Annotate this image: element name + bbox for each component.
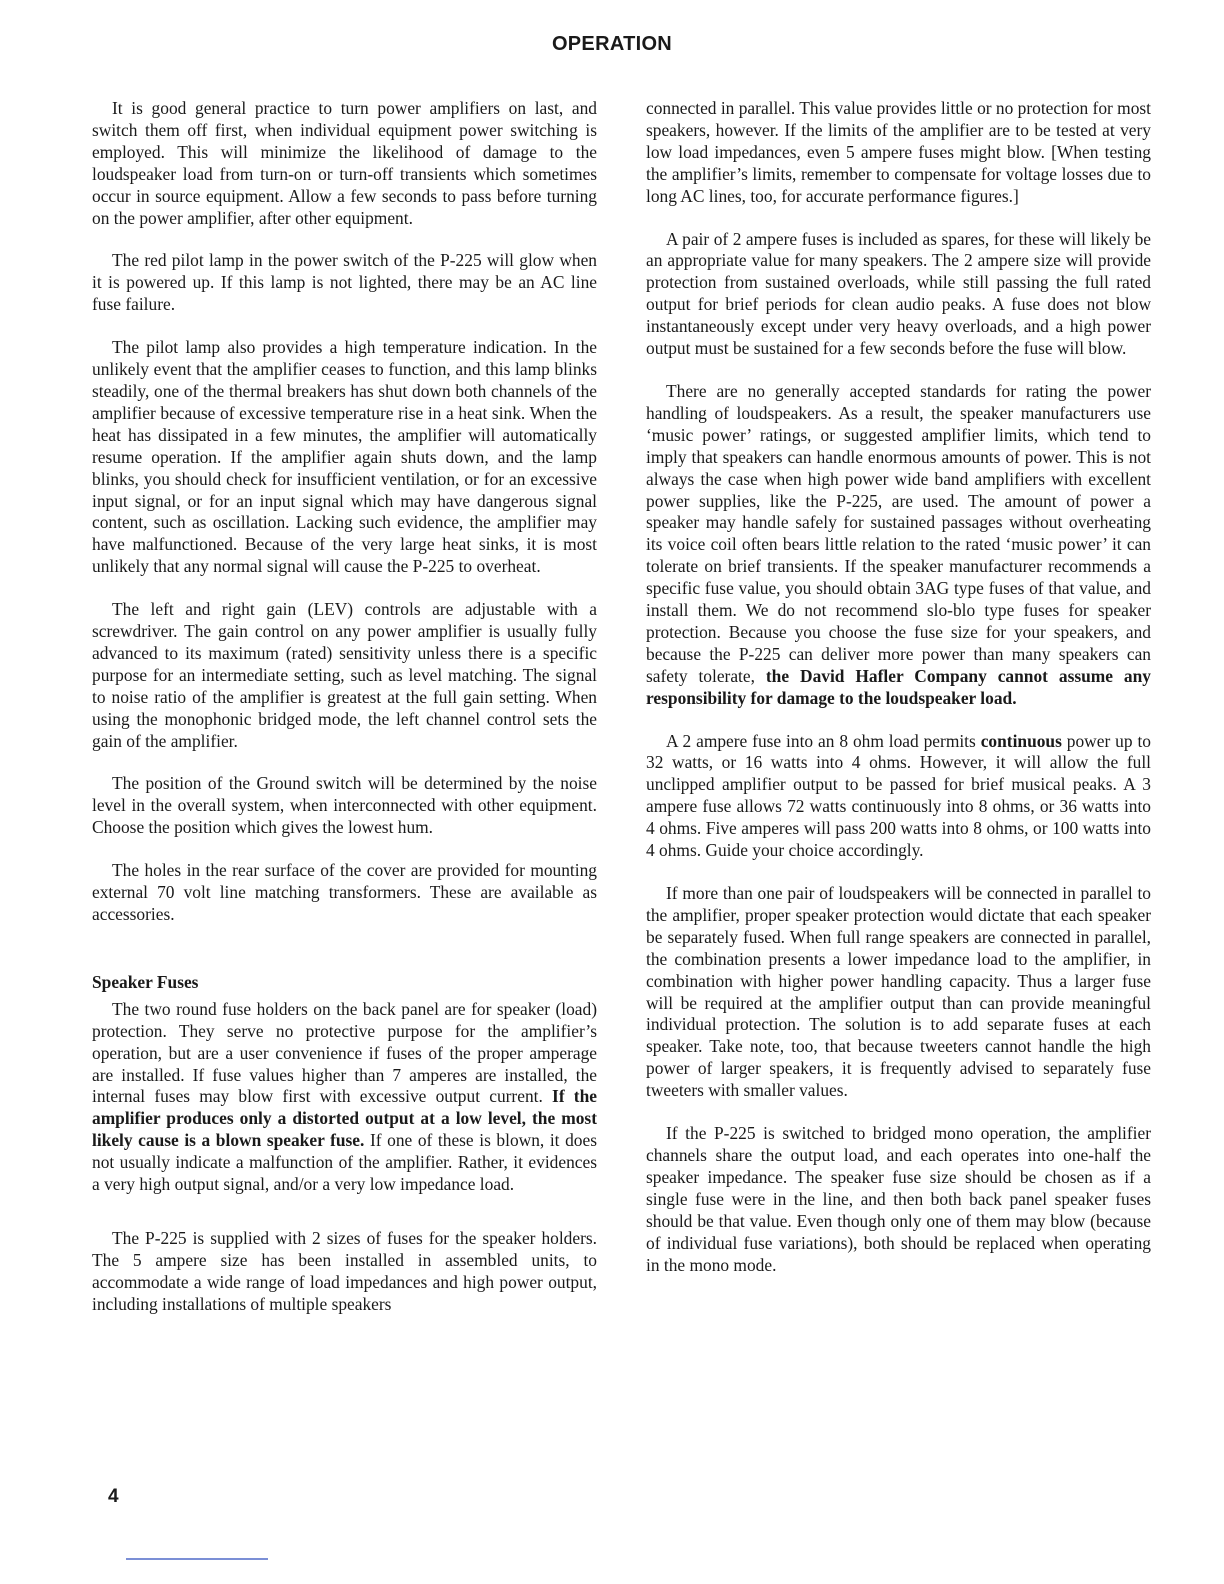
left-column: [92, 98, 597, 1337]
paragraph-gain-controls: The left and right gain (LEV) controls are adjustable with a screwdriver. The gain control on any power amplifier is usually fully advanced to its maximum (rated) sensitivity unless there is a specific purpose for an intermediate setting, such as level matching. The signal to noise ratio of the amplifier is greatest at the full gain setting. When using the monophonic bridged mode, the left channel control sets the gain of the amplifier.: [92, 599, 597, 751]
power-rating-text: There are no generally accepted standards for rating the power handling of loudspeakers. As a result, the speaker manufacturers use ‘music power’ ratings, or suggested amplifier limits, which tend to imply that speakers can handle enormous amounts of power. This is not always the case when high power wide band amplifiers with excellent power supplies, like the P-225, are used. The amount of power a speaker may handle safely for sustained passages without overheating its voice coil often bears little relation to the rated ‘music power’ it can tolerate on brief transients. If the speaker manufacturer recommends a specific fuse value, you should obtain 3AG type fuses of that value, and install them. We do not recommend slo-blo type fuses for speaker protection. Because you choose the fuse size for your speakers, and because the P-225 can deliver more power than many speakers can safety tolerate,: [646, 380, 1151, 686]
fuse-holders-text: The two round fuse holders on the back panel are for speaker (load) protection. They serve no protective purpose for the amplifier’s operation, but are a user convenience if fuses of the proper amperage are installed. If fuse values higher than 7 amperes are installed, the internal fuses may blow first with excessive output current.: [92, 998, 597, 1107]
right-column: [646, 98, 1151, 1297]
paragraph-fuse-wattage: [646, 731, 1151, 862]
page-title: OPERATION: [551, 33, 673, 55]
paragraph-power-rating: [646, 381, 1151, 710]
paragraph-parallel-continued: connected in parallel. This value provides little or no protection for most speakers, however. If the limits of the amplifier are to be tested at very low load impedances, even 5 ampere fuses might blow. [When testing the amplifier’s limits, remember to compensate for voltage losses due to long AC lines, too, for accurate performance figures.]: [646, 98, 1151, 206]
responsibility-disclaimer: the David Hafler Company cannot assume any responsibility for damage to the loudspeaker load.: [646, 665, 1151, 708]
paragraph-fuse-holders: [92, 999, 597, 1196]
fuse-wattage-text: A 2 ampere fuse into an 8 ohm load permits: [666, 730, 976, 751]
page-number: 4: [108, 1486, 119, 1507]
fuse-holders-text-cont: If one of these is blown, it does not usually indicate a malfunction of the amplifier. Rather, it evidences a very high output signal, and/or a very low impedance load.: [92, 1130, 597, 1195]
paragraph-fuse-sizes: The P-225 is supplied with 2 sizes of fuses for the speaker holders. The 5 ampere size has been installed in assembled units, to accommodate a wide range of load impedances and high power output, including installations of multiple speakers: [92, 1227, 597, 1314]
paragraph-pilot-lamp: The red pilot lamp in the power switch of the P-225 will glow when it is powered up. If this lamp is not lighted, there may be an AC line fuse failure.: [92, 250, 597, 315]
continuous-emphasis: continuous: [980, 730, 1062, 751]
paragraph-spare-fuses: A pair of 2 ampere fuses is included as spares, for these will likely be an appropriate value for many speakers. The 2 ampere size will provide protection from sustained overloads, while still passing the full rated output for brief periods for clean audio peaks. A fuse does not blow instantaneously except under very heavy overloads, and a high power output must be sustained for a few seconds before the fuse will blow.: [646, 228, 1151, 359]
fuse-holders-warning: If the amplifier produces only a distorted output at a low level, the most likely cause is a blown speaker fuse.: [92, 1086, 597, 1151]
section-heading-speaker-fuses: Speaker Fuses: [92, 971, 199, 992]
paragraph-high-temperature: The pilot lamp also provides a high temperature indication. In the unlikely event that the amplifier ceases to function, and this lamp blinks steadily, one of the thermal breakers has shut down both channels of the amplifier because of excessive temperature rise in a heat sink. When the heat has dissipated in a few minutes, the amplifier will automatically resume operation. If the amplifier again shuts down, and the lamp blinks, you should check for insufficient ventilation, or for an excessive input signal, or for an input signal which may have dangerous signal content, such as oscillation. Lacking such evidence, the amplifier may have malfunctioned. Because of the very large heat sinks, it is most unlikely that any normal signal will cause the P-225 to overheat.: [92, 337, 597, 577]
fuse-wattage-text-cont: power up to 32 watts, or 16 watts into 4 ohms. However, it will allow the full unclipped amplifier output to be passed for brief musical peaks. A 3 ampere fuse allows 72 watts continuously into 8 ohms, or 36 watts into 4 ohms. Five amperes will pass 200 watts into 8 ohms, or 100 watts into 4 ohms. Guide your choice accordingly.: [646, 730, 1151, 861]
footer-rule: [126, 1558, 268, 1560]
paragraph-power-sequence: It is good general practice to turn power amplifiers on last, and switch them off first, when individual equipment power switching is employed. This will minimize the likelihood of damage to the loudspeaker load from turn-on or turn-off transients which sometimes occur in source equipment. Allow a few seconds to pass before turning on the power amplifier, after other equipment.: [92, 98, 597, 228]
paragraph-multiple-speakers: If more than one pair of loudspeakers will be connected in parallel to the amplifier, proper speaker protection would dictate that each speaker be separately fused. When full range speakers are connected in parallel, the combination presents a lower impedance load to the amplifier, in combination with higher power handling capacity. Thus a larger fuse will be required at the amplifier output than can provide meaningful individual protection. The solution is to add separate fuses at each speaker. Take note, too, that because tweeters cannot handle the high power of larger speakers, it is frequently advised to separately fuse tweeters with smaller values.: [646, 883, 1151, 1101]
paragraph-bridged-mono: If the P-225 is switched to bridged mono operation, the amplifier channels share the output load, and each operates into one-half the speaker impedance. The speaker fuse size should be chosen as if a single fuse were in the line, and then both back panel speaker fuses should be that value. Even though only one of them may blow (because of individual fuse variations), both should be replaced when operating in the mono mode.: [646, 1123, 1151, 1275]
paragraph-ground-switch: The position of the Ground switch will be determined by the noise level in the overall system, when interconnected with other equipment. Choose the position which gives the lowest hum.: [92, 773, 597, 838]
paragraph-cover-holes: The holes in the rear surface of the cover are provided for mounting external 70 volt line matching transformers. These are available as accessories.: [92, 860, 597, 924]
